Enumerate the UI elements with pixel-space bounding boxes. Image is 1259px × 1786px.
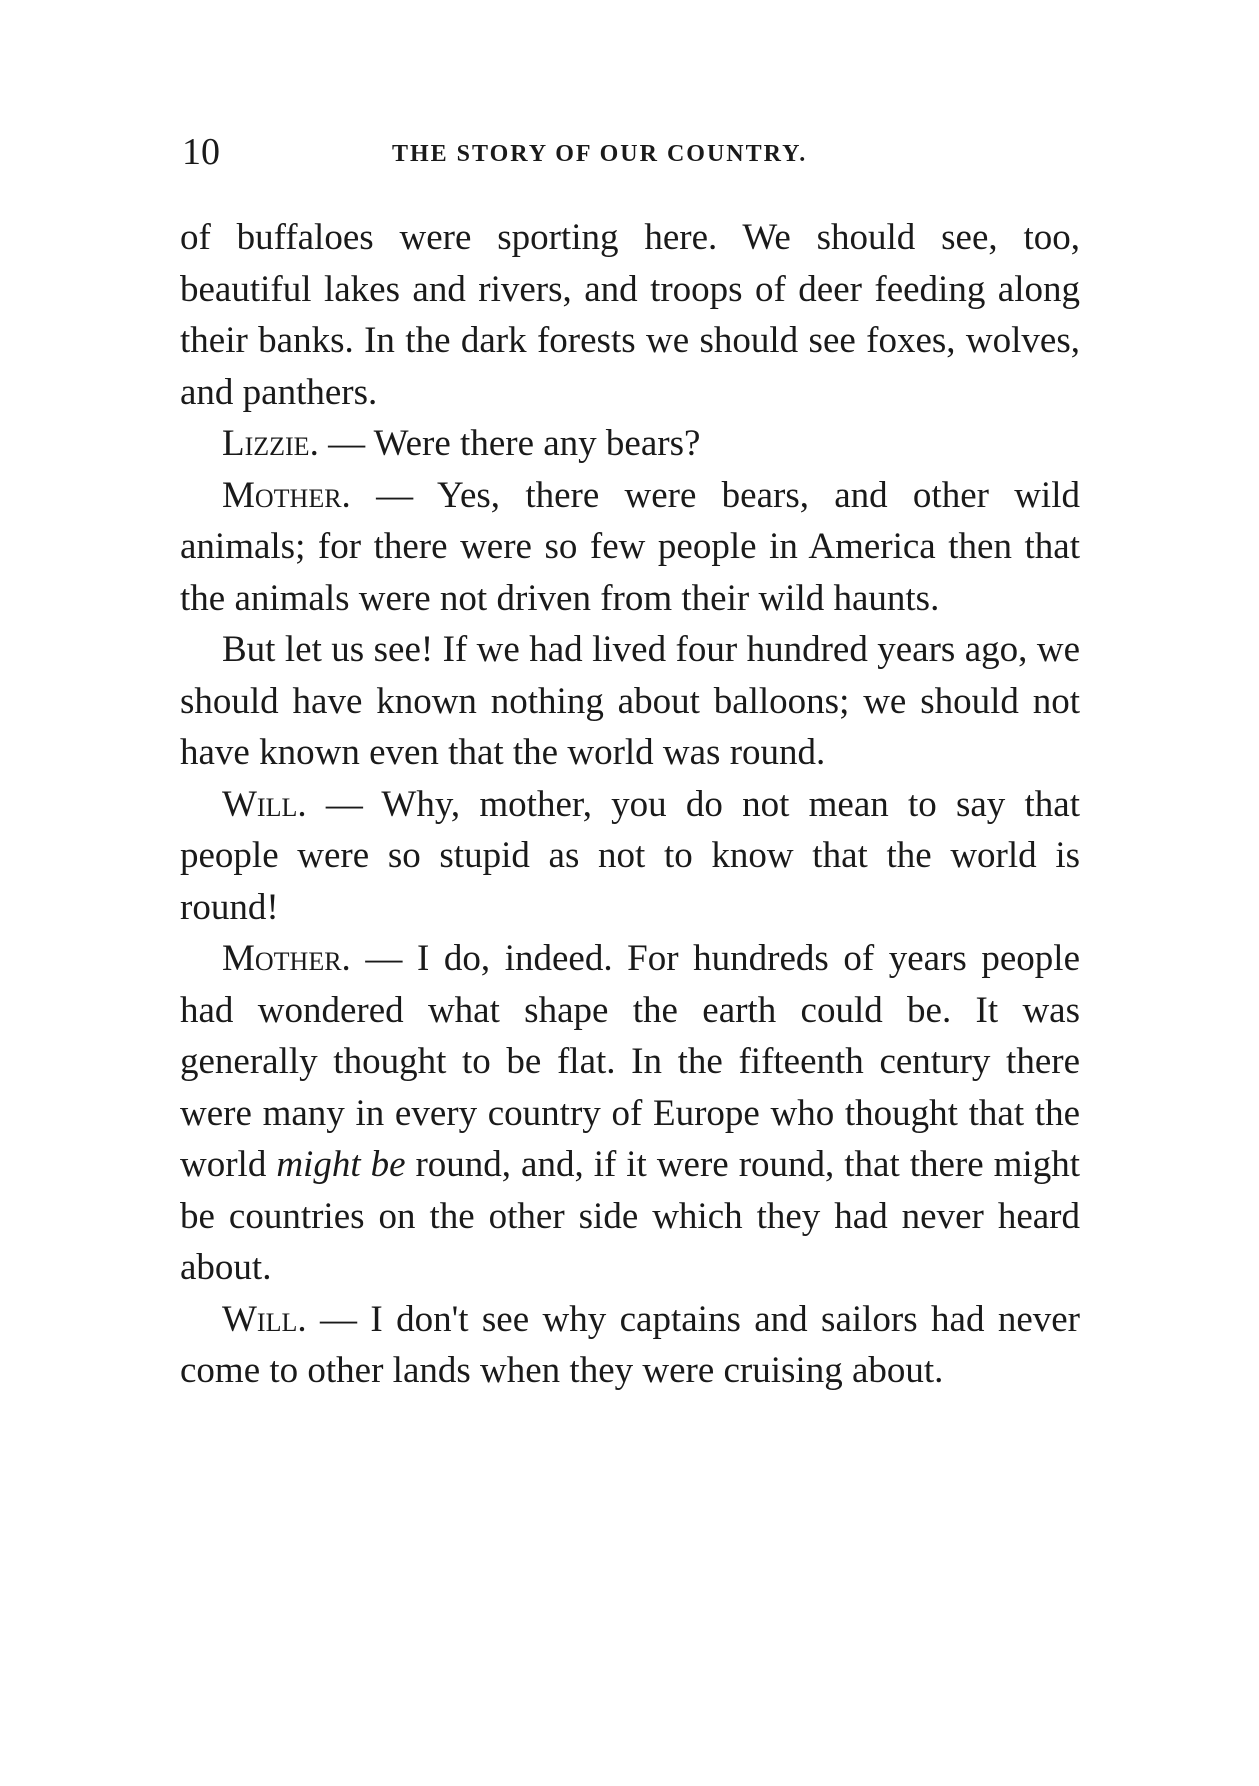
dialogue-text: I do, indeed. For hundreds of years people had wondered what shape the earth could be. It was generally thought to be flat. In the fifteenth century there were many in every country of Europe who thought that the world [180,938,1081,1185]
body-text [180,212,1080,1397]
dialogue-text-continued: round, and, if it were round, that there might be countries on the other side which they had never heard about. [180,1144,1080,1288]
speaker-dash: — [306,783,382,825]
speaker-name: Mother. [222,938,351,979]
dialogue-paragraph [180,418,1080,470]
running-title: THE STORY OF OUR COUNTRY. [392,141,808,167]
dialogue-text: Why, mother, you do not mean to say that people were so stupid as not to know that the world is round! [180,783,1080,928]
paragraph [180,212,1080,418]
dialogue-text: Yes, there were bears, and other wild animals; for there were so few people in America then that the animals were not driven from their wild haunts. [180,474,1080,619]
dialogue-paragraph [180,933,1080,1294]
dialogue-text: I don't see why captains and sailors had never come to other lands when they were cruising about. [180,1298,1080,1391]
speaker-dash: — [306,1298,371,1340]
dialogue-paragraph [180,779,1080,934]
speaker-name: Will. [222,783,307,825]
page-number: 10 [182,131,220,173]
speaker-name: Will. [222,1298,307,1340]
speaker-dash: — [318,423,374,464]
paragraph [180,624,1080,779]
speaker-name: Mother. [222,474,351,516]
paragraph-text: But let us see! If we had lived four hundred years ago, we should have known nothing about balloons; we should not have known even that the world was round. [180,629,1080,773]
speaker-name: Lizzie. [222,423,319,464]
emphasized-text: might be [276,1144,406,1185]
speaker-dash: — [350,938,417,979]
dialogue-paragraph [180,470,1080,625]
running-head [182,128,1077,176]
dialogue-text: Were there any bears? [373,423,701,464]
dialogue-paragraph [180,1294,1080,1397]
speaker-dash: — [350,474,437,516]
paragraph-text: of buffaloes were sporting here. We should see, too, beautiful lakes and rivers, and troops of deer feeding along their banks. In the dark forests we should see foxes, wolves, and panthers. [180,217,1080,413]
